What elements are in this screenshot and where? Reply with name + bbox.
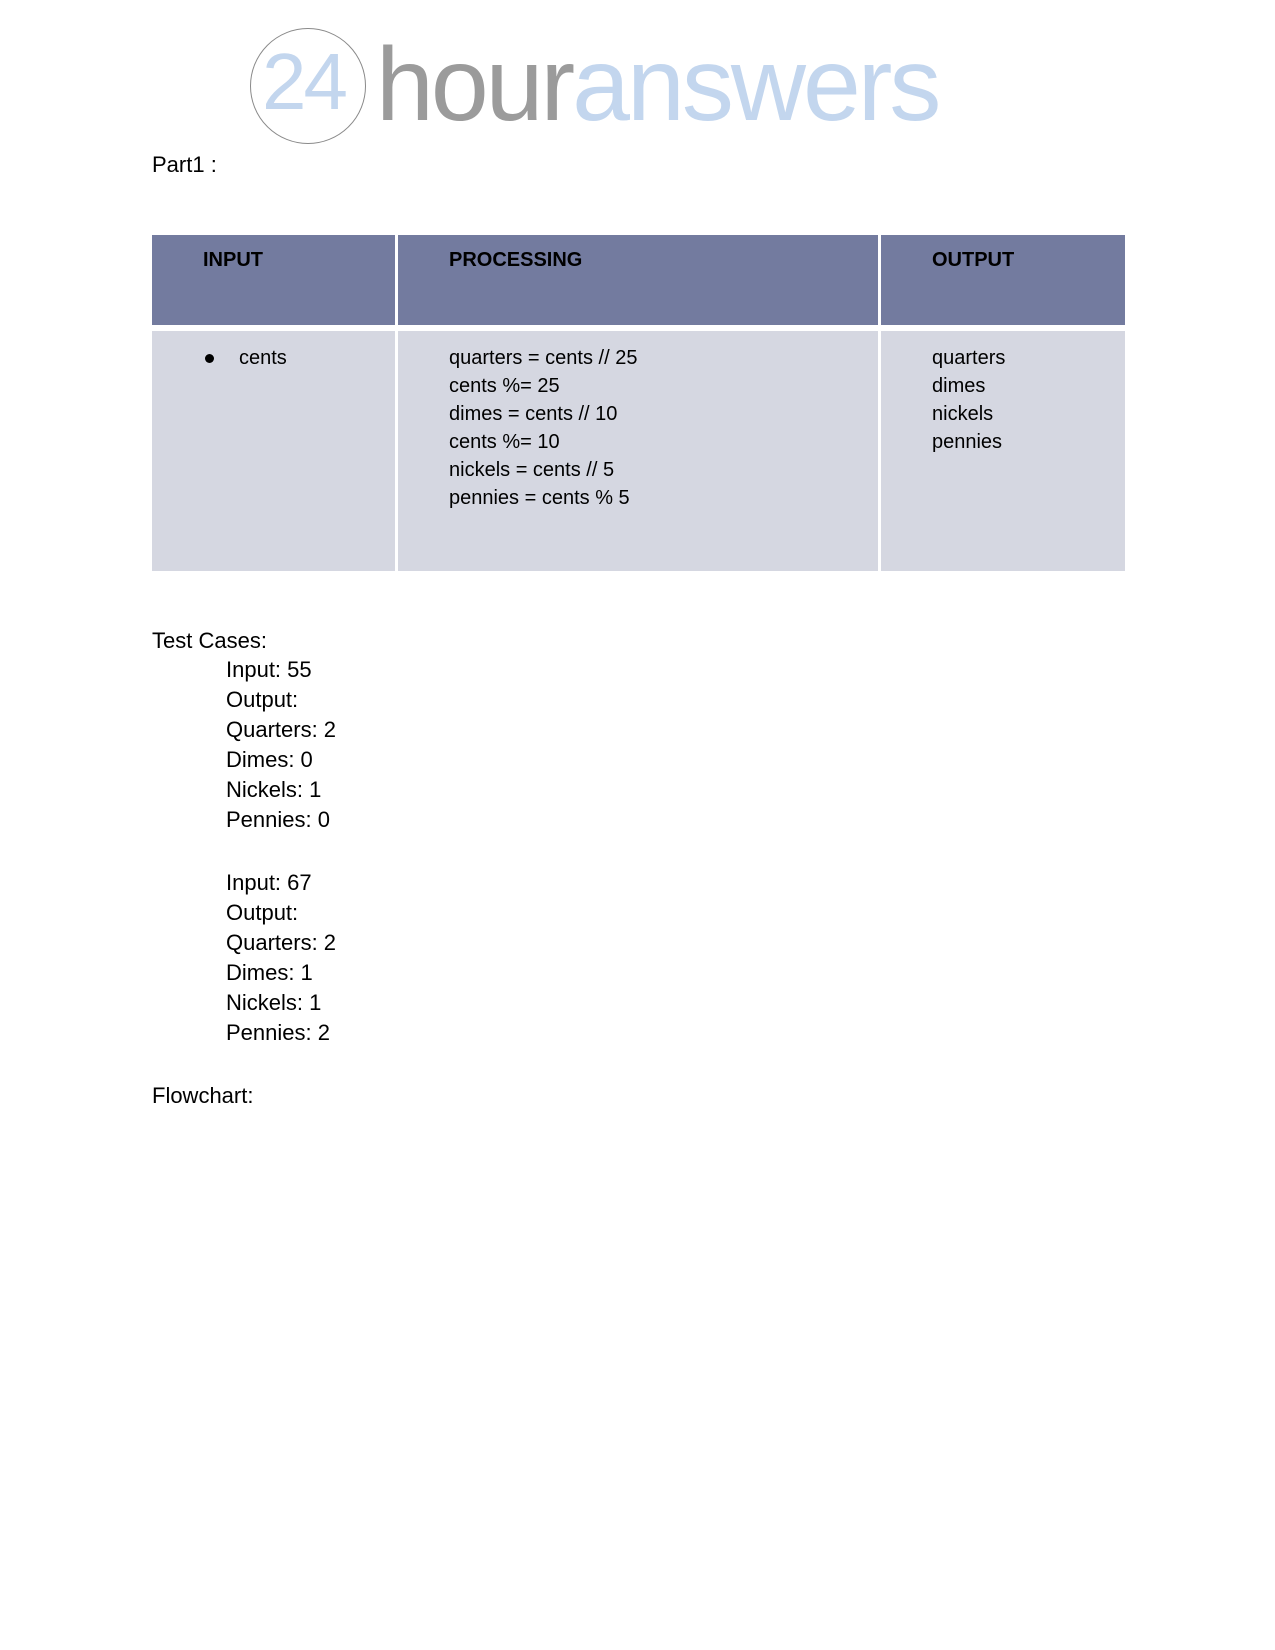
list-item: pennies = cents % 5 bbox=[449, 487, 630, 509]
processing-body-cell bbox=[398, 331, 878, 571]
logo-word-hour: hour bbox=[376, 27, 573, 143]
input-column bbox=[152, 235, 395, 571]
list-item: cents %= 25 bbox=[449, 375, 560, 397]
list-item: Pennies: 0 bbox=[226, 807, 330, 832]
list-item: dimes = cents // 10 bbox=[449, 403, 618, 425]
list-item: Dimes: 0 bbox=[226, 747, 313, 772]
list-item: quarters = cents // 25 bbox=[449, 347, 638, 369]
list-item: quarters bbox=[932, 347, 1006, 369]
list-item: Input: 55 bbox=[226, 657, 312, 682]
test-case-2 bbox=[226, 868, 336, 1048]
flowchart-heading: Flowchart: bbox=[152, 1083, 254, 1108]
list-item: Dimes: 1 bbox=[226, 960, 313, 985]
output-header: OUTPUT bbox=[932, 249, 1015, 271]
list-item: nickels bbox=[932, 403, 994, 425]
input-header: INPUT bbox=[203, 249, 263, 271]
list-item: Nickels: 1 bbox=[226, 777, 322, 802]
logo bbox=[250, 28, 990, 150]
list-item: Input: 67 bbox=[226, 870, 312, 895]
logo-wordmark bbox=[376, 27, 939, 143]
output-column bbox=[881, 235, 1125, 571]
list-item: nickels = cents // 5 bbox=[449, 459, 615, 481]
logo-word-answers: answers bbox=[572, 27, 939, 143]
output-lines bbox=[932, 344, 1005, 456]
processing-lines bbox=[449, 344, 637, 512]
list-item: Nickels: 1 bbox=[226, 990, 322, 1015]
list-item: dimes bbox=[932, 375, 986, 397]
processing-header-cell bbox=[398, 235, 878, 325]
output-header-cell bbox=[881, 235, 1125, 325]
part-heading: Part1 : bbox=[152, 152, 217, 177]
logo-number: 24 bbox=[262, 37, 345, 126]
test-case-1 bbox=[226, 655, 336, 835]
list-item: Quarters: 2 bbox=[226, 717, 337, 742]
processing-header: PROCESSING bbox=[449, 249, 583, 271]
list-item: Quarters: 2 bbox=[226, 930, 337, 955]
test-cases-heading: Test Cases: bbox=[152, 628, 267, 653]
input-list bbox=[202, 344, 287, 372]
input-body-cell bbox=[152, 331, 395, 571]
processing-column bbox=[398, 235, 878, 571]
list-item: cents bbox=[202, 344, 287, 372]
list-item: cents %= 10 bbox=[449, 431, 560, 453]
list-item: Output: bbox=[226, 900, 299, 925]
ipo-table bbox=[152, 235, 1125, 571]
list-item: Pennies: 2 bbox=[226, 1020, 330, 1045]
input-header-cell bbox=[152, 235, 395, 325]
list-item: Output: bbox=[226, 687, 299, 712]
list-item: pennies bbox=[932, 431, 1003, 453]
output-body-cell bbox=[881, 331, 1125, 571]
